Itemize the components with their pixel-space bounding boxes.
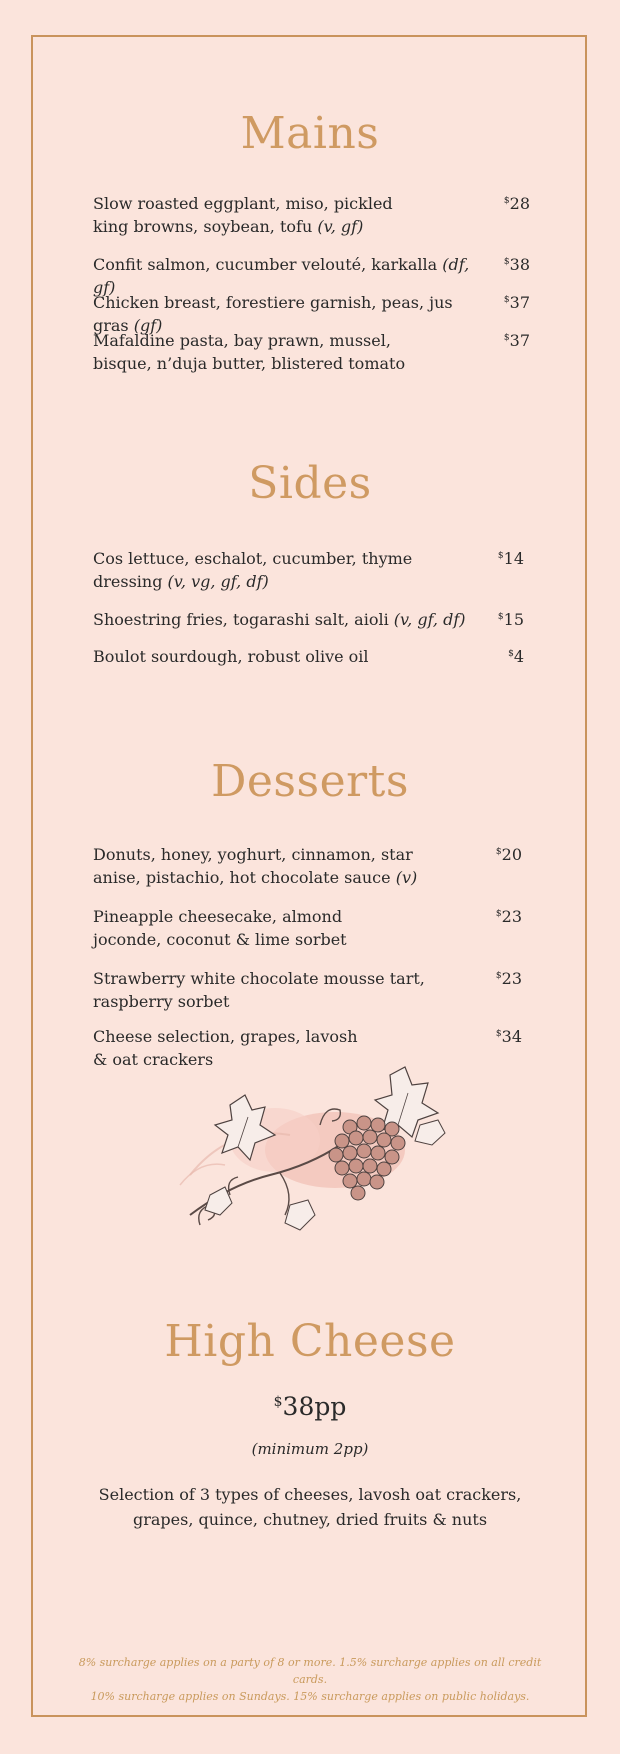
surcharge-note bbox=[60, 1654, 560, 1705]
item-price: $23 bbox=[495, 969, 522, 988]
menu-item-sides-2 bbox=[93, 645, 530, 668]
high-cheese-minimum: (minimum 2pp) bbox=[251, 1440, 369, 1458]
item-description: Donuts, honey, yoghurt, cinnamon, star anise, pistachio, hot chocolate sauce bbox=[93, 845, 413, 887]
item-diet: (v, vg, gf, df) bbox=[167, 572, 269, 591]
sides-title: Sides bbox=[248, 458, 372, 509]
item-price: $34 bbox=[495, 1027, 522, 1046]
surcharge-line-2: 10% surcharge applies on Sundays. 15% surcharge applies on public holidays. bbox=[90, 1690, 530, 1703]
high-cheese-description: Selection of 3 types of cheeses, lavosh oat crackers, grapes, quince, chutney, dried fruits & nuts bbox=[98, 1485, 522, 1529]
item-description: Chicken breast, forestiere garnish, peas, jus gras bbox=[93, 293, 453, 335]
item-price: $38 bbox=[503, 255, 530, 274]
item-description: Boulot sourdough, robust olive oil bbox=[93, 647, 369, 666]
item-price: $23 bbox=[495, 907, 522, 926]
item-price: $14 bbox=[497, 549, 524, 568]
item-price: $20 bbox=[495, 845, 522, 864]
menu-item-sides-1 bbox=[93, 608, 530, 631]
item-price: $15 bbox=[497, 610, 524, 629]
menu-item-sides-0 bbox=[93, 547, 530, 593]
menu-item-desserts-2 bbox=[93, 967, 530, 1013]
surcharge-line-1: 8% surcharge applies on a party of 8 or more. 1.5% surcharge applies on all credit cards. bbox=[78, 1656, 542, 1686]
item-diet: (gf) bbox=[133, 316, 163, 335]
menu-item-mains-0 bbox=[93, 192, 530, 238]
item-description: Mafaldine pasta, bay prawn, mussel, bisque, n’duja butter, blistered tomato bbox=[93, 331, 406, 373]
item-description: Confit salmon, cucumber velouté, karkalla bbox=[93, 255, 438, 274]
item-price: $37 bbox=[503, 331, 530, 350]
desserts-title: Desserts bbox=[211, 756, 409, 807]
item-diet: (v, gf) bbox=[317, 217, 364, 236]
item-diet: (v) bbox=[395, 868, 418, 887]
item-diet: (df, gf) bbox=[93, 255, 470, 297]
item-description: Cos lettuce, eschalot, cucumber, thyme dressing bbox=[93, 549, 413, 591]
menu-item-desserts-1 bbox=[93, 905, 530, 951]
item-diet: (v, gf, df) bbox=[393, 610, 466, 629]
item-description: Cheese selection, grapes, lavosh & oat crackers bbox=[93, 1027, 358, 1069]
item-description: Strawberry white chocolate mousse tart, raspberry sorbet bbox=[93, 969, 425, 1011]
item-price: $4 bbox=[508, 647, 524, 666]
high-cheese-title: High Cheese bbox=[164, 1316, 456, 1367]
grapes-vine-icon bbox=[170, 1065, 470, 1255]
high-cheese-price: $38pp bbox=[273, 1392, 347, 1421]
item-description: Pineapple cheesecake, almond joconde, coconut & lime sorbet bbox=[93, 907, 347, 949]
item-price: $28 bbox=[503, 194, 530, 213]
item-price: $37 bbox=[503, 293, 530, 312]
item-description: Shoestring fries, togarashi salt, aioli bbox=[93, 610, 389, 629]
mains-title: Mains bbox=[240, 108, 380, 159]
item-description: Slow roasted eggplant, miso, pickled king browns, soybean, tofu bbox=[93, 194, 393, 236]
menu-item-mains-3 bbox=[93, 329, 530, 375]
menu-item-desserts-0 bbox=[93, 843, 530, 889]
